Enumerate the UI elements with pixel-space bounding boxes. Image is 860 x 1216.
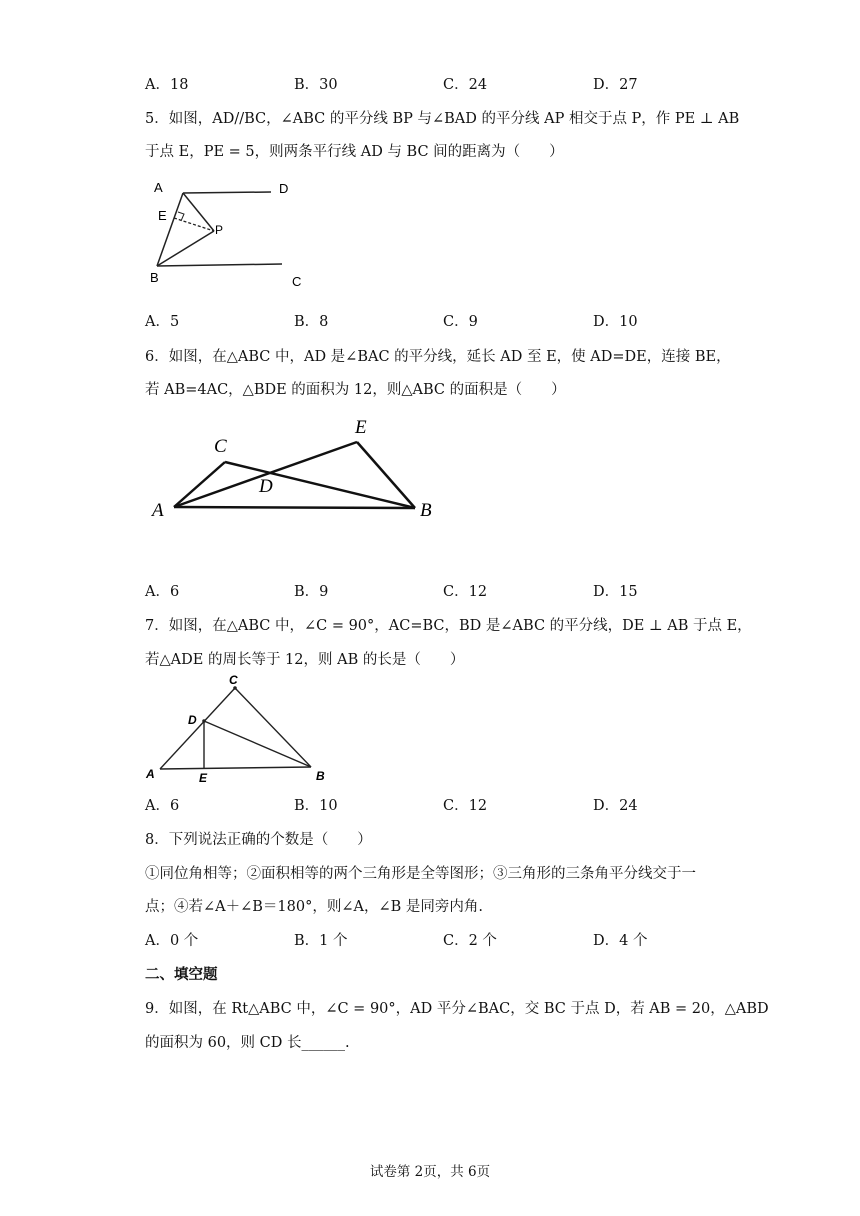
line-bp [157,231,214,266]
label-e: E [158,208,167,223]
q4-option-a: A．18 [145,77,189,93]
section-title-fill-in: 二、填空题 [145,966,218,983]
line-ad [183,192,271,193]
q8-stem-line1: 8．下列说法正确的个数是（ ） [145,832,372,848]
line-ab [160,767,311,769]
q8-option-c: C．2 个 [443,933,497,949]
q9-stem-line1: 9．如图，在 Rt△ABC 中，∠C = 90°，AD 平分∠BAC，交 BC 于点 D，若 AB = 20，△ABD [145,1001,769,1017]
q6-stem-line2: 若 AB=4AC，△BDE 的面积为 12，则△ABC 的面积是（ ） [145,382,566,398]
line-ab [174,507,415,508]
label-a: A [154,180,163,195]
q7-option-b: B．10 [294,798,338,814]
label-c: C [214,436,227,457]
label-b: B [316,769,325,783]
q5-stem-line1: 5．如图，AD//BC，∠ABC 的平分线 BP 与∠BAD 的平分线 AP 相交于点 P，作 PE ⊥ AB [145,111,740,127]
label-e: E [199,771,208,785]
label-e: E [355,417,367,438]
line-ac [174,462,225,507]
line-bd [204,721,311,767]
q7-option-c: C．12 [443,798,488,814]
line-ac [160,688,235,769]
q6-figure [140,410,460,530]
q5-option-b: B．8 [294,314,329,330]
q6-option-b: B．9 [294,584,329,600]
label-c: C [292,274,302,289]
label-d: D [188,713,197,727]
q5-option-d: D．10 [593,314,638,330]
q7-option-a: A．6 [145,798,180,814]
q4-option-d: D．27 [593,77,638,93]
q4-option-b: B．30 [294,77,338,93]
line-bc [157,264,282,266]
line-ae [174,442,357,507]
line-cb [225,462,415,508]
q8-stem-line3: 点；④若∠A＋∠B＝180°，则∠A，∠B 是同旁内角. [145,899,483,915]
label-c: C [229,673,238,687]
q7-stem-line1: 7．如图，在△ABC 中，∠C = 90°，AC=BC，BD 是∠ABC 的平分线，DE ⊥ AB 于点 E， [145,618,752,634]
q5-option-c: C．9 [443,314,478,330]
label-d: D [259,476,273,497]
q6-option-c: C．12 [443,584,488,600]
label-b: B [420,500,432,521]
q8-option-a: A．0 个 [145,933,199,949]
line-cb [235,688,311,767]
label-p: P [215,223,224,237]
q6-stem-line1: 6．如图，在△ABC 中，AD 是∠BAC 的平分线，延长 AD 至 E，使 AD=DE，连接 BE， [145,349,731,365]
label-b: B [150,270,159,285]
q7-option-d: D．24 [593,798,638,814]
q6-option-a: A．6 [145,584,180,600]
q5-option-a: A．5 [145,314,180,330]
q8-option-d: D．4 个 [593,933,648,949]
q8-option-b: B．1 个 [294,933,348,949]
line-ab [157,193,183,266]
q5-figure [140,172,320,292]
label-a: A [146,767,155,781]
q7-figure [140,672,340,787]
q6-option-d: D．15 [593,584,638,600]
label-a: A [152,500,164,521]
q8-stem-line2: ①同位角相等；②面积相等的两个三角形是全等图形；③三角形的三条角平分线交于一 [145,866,696,882]
line-eb [357,442,415,508]
q7-stem-line2: 若△ADE 的周长等于 12，则 AB 的长是（ ） [145,652,465,668]
q4-option-c: C．24 [443,77,488,93]
point-d [202,719,206,723]
label-d: D [279,181,289,196]
page-footer: 试卷第 2页，共 6页 [369,1164,491,1180]
q5-stem-line2: 于点 E，PE = 5，则两条平行线 AD 与 BC 间的距离为（ ） [145,144,564,160]
q9-stem-line2: 的面积为 60，则 CD 长______. [145,1035,350,1051]
